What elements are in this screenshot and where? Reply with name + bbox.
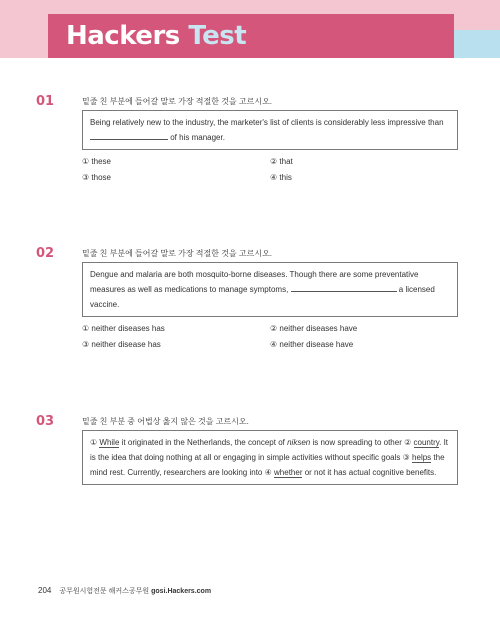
question-prompt: 밑줄 친 부분 중 어법상 옳지 않은 것을 고르시오.	[82, 417, 249, 426]
answer-option[interactable]: ② neither diseases have	[270, 324, 358, 333]
underlined-choice: country	[413, 438, 440, 447]
page-footer	[38, 586, 211, 596]
underlined-choice: While	[99, 438, 120, 447]
answer-blank	[291, 283, 397, 292]
footer-source: 공무원시험전문 해커스공무원	[59, 588, 150, 595]
question-text-box: Being relatively new to the industry, the marketer's list of clients is considerably less impressive than of his manager.	[82, 110, 458, 150]
answer-option[interactable]: ① neither diseases has	[82, 324, 165, 333]
footer-site: gosi.Hackers.com	[151, 588, 212, 595]
title-banner	[48, 14, 454, 58]
question-prompt: 밑줄 친 부분에 들어갈 말로 가장 적절한 것을 고르시오.	[82, 249, 273, 258]
page-number: 204	[38, 586, 52, 595]
underlined-choice: whether	[274, 468, 303, 477]
header-accent-strip	[454, 30, 500, 58]
answer-option[interactable]: ④ this	[270, 173, 292, 182]
answer-option[interactable]: ② that	[270, 157, 293, 166]
question-text-box: Dengue and malaria are both mosquito-borne diseases. Though there are some preventative measures as well as medications to manage symptoms, a licensed vaccine.	[82, 262, 458, 317]
question-number: 02	[36, 246, 55, 261]
page-title: Hackers Test	[66, 21, 247, 51]
question-text-box: ① While it originated in the Netherlands, the concept of niksen is now spreading to other ② country. It is the idea that doing nothing at all or engaging in simple activities without specific goals ③ helps the mind rest. Currently, researchers are looking into ④ whether or not it has actual cognitive benefits.	[82, 430, 458, 485]
answer-option[interactable]: ③ those	[82, 173, 111, 182]
answer-blank	[90, 131, 168, 140]
answer-option[interactable]: ④ neither disease have	[270, 340, 354, 349]
question-number: 01	[36, 94, 55, 109]
answer-option[interactable]: ① these	[82, 157, 111, 166]
answer-option[interactable]: ③ neither disease has	[82, 340, 161, 349]
question-prompt: 밑줄 친 부분에 들어갈 말로 가장 적절한 것을 고르시오.	[82, 97, 273, 106]
underlined-choice: helps	[412, 453, 432, 462]
question-number: 03	[36, 414, 55, 429]
